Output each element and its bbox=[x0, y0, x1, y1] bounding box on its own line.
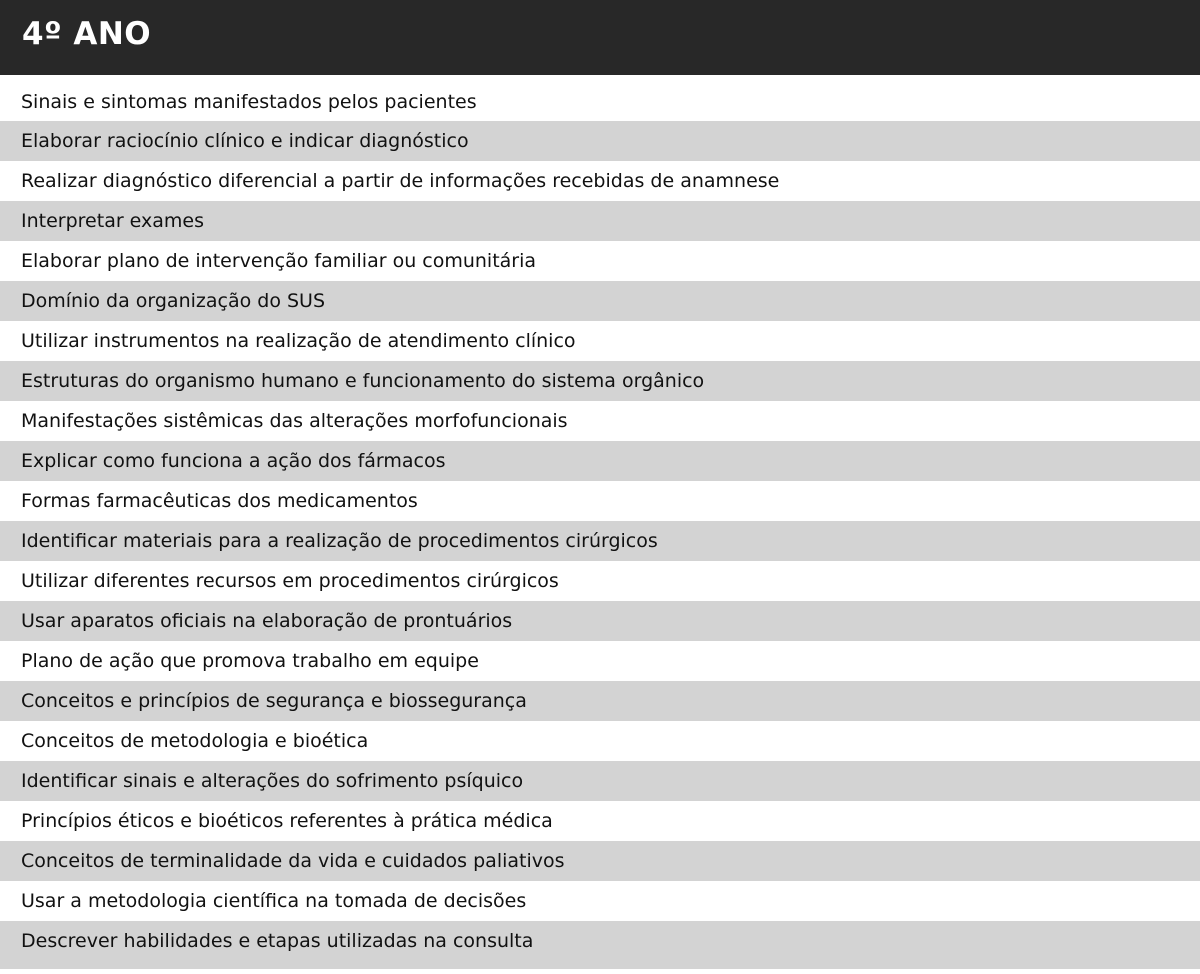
list-item: Conceitos de terminalidade da vida e cuidados paliativos bbox=[0, 841, 1200, 881]
list-item: Plano de ação que promova trabalho em equipe bbox=[0, 641, 1200, 681]
list-item: Elaborar raciocínio clínico e indicar diagnóstico bbox=[0, 121, 1200, 161]
list-item: Identificar sinais e alterações do sofrimento psíquico bbox=[0, 761, 1200, 801]
header-bar bbox=[0, 0, 1200, 75]
list-item: Princípios éticos e bioéticos referentes à prática médica bbox=[0, 801, 1200, 841]
list-item: Conceitos e princípios de segurança e biossegurança bbox=[0, 681, 1200, 721]
page-title: 4º ANO bbox=[22, 16, 152, 52]
list-item: Utilizar instrumentos na realização de atendimento clínico bbox=[0, 321, 1200, 361]
list-item: Utilizar diferentes recursos em procedimentos cirúrgicos bbox=[0, 561, 1200, 601]
list-item: Explicar como funciona a ação dos fármacos bbox=[0, 441, 1200, 481]
list-item: Estruturas do organismo humano e funcionamento do sistema orgânico bbox=[0, 361, 1200, 401]
list-item: Descrever habilidades e etapas utilizadas na consulta bbox=[0, 921, 1200, 969]
skills-list bbox=[0, 75, 1200, 969]
list-item: Identificar materiais para a realização de procedimentos cirúrgicos bbox=[0, 521, 1200, 561]
list-item: Formas farmacêuticas dos medicamentos bbox=[0, 481, 1200, 521]
list-item: Sinais e sintomas manifestados pelos pacientes bbox=[0, 75, 1200, 121]
list-item: Interpretar exames bbox=[0, 201, 1200, 241]
list-item: Manifestações sistêmicas das alterações morfofuncionais bbox=[0, 401, 1200, 441]
list-item: Usar aparatos oficiais na elaboração de prontuários bbox=[0, 601, 1200, 641]
list-item: Elaborar plano de intervenção familiar ou comunitária bbox=[0, 241, 1200, 281]
list-item: Domínio da organização do SUS bbox=[0, 281, 1200, 321]
list-item: Usar a metodologia científica na tomada de decisões bbox=[0, 881, 1200, 921]
list-item: Realizar diagnóstico diferencial a partir de informações recebidas de anamnese bbox=[0, 161, 1200, 201]
list-item: Conceitos de metodologia e bioética bbox=[0, 721, 1200, 761]
